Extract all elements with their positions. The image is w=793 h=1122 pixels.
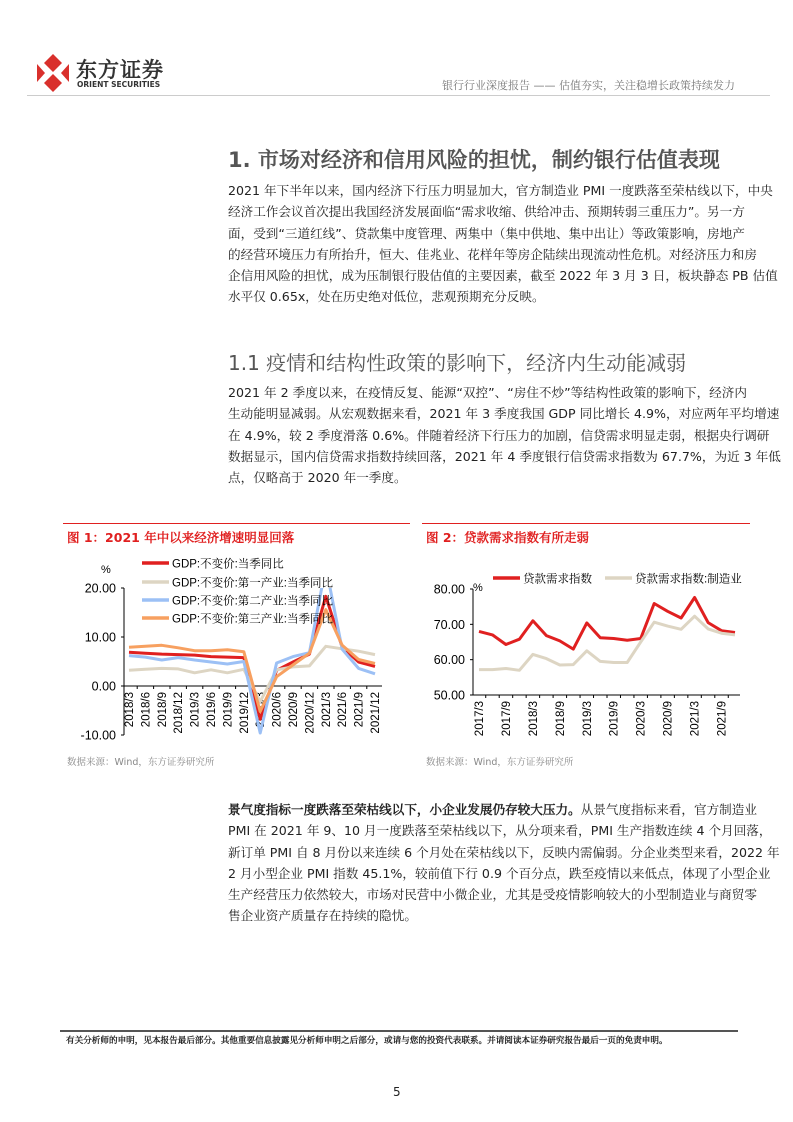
x-tick-label: 2018/6 <box>140 692 153 728</box>
y-tick-label: 60.00 <box>433 653 465 668</box>
y-tick-label: 50.00 <box>433 688 465 703</box>
legend-label: 贷款需求指数 <box>523 573 592 586</box>
text-line <box>228 799 757 820</box>
x-tick-label: 2021/3 <box>320 692 333 728</box>
x-tick-label: 2019/9 <box>608 701 621 737</box>
x-tick-label: 2018/12 <box>173 692 186 734</box>
x-tick-label: 2017/3 <box>474 701 486 737</box>
text-line: 经济工作会议首次提出我国经济发展面临“需求收缩、供给冲击、预期转弱三重压力”。另一方 <box>228 204 745 220</box>
text-line: 2021 年 2 季度以来，在疫情反复、能源“双控”、“房住不炒”等结构性政策的影响下，经济内 <box>228 385 747 400</box>
x-tick-label: 2021/9 <box>353 692 366 728</box>
x-tick-label: 2021/9 <box>716 701 729 737</box>
text-line: 2 月小型企业 PMI 指数 45.1%，较前值下行 0.9 个百分点，跌至疫情以来低点，体现了小型企业 <box>228 865 771 881</box>
text-line: 2021 年下半年以来，国内经济下行压力明显加大，官方制造业 PMI 一度跌落至荣枯线以下，中央 <box>228 183 773 198</box>
footer-disclaimer: 有关分析师的申明，见本报告最后部分。其他重要信息披露见分析师申明之后部分，或请与您的投资代表联系。并请阅读本证券研究报告最后一页的免责申明。 <box>66 1036 668 1046</box>
y-tick-label: 10.00 <box>84 630 116 645</box>
text-line: 面，受到“三道红线”、贷款集中度管理、两集中（集中供地、集中出让）等政策影响，房地产 <box>228 225 745 241</box>
y-tick-label: 80.00 <box>433 582 465 597</box>
x-tick-label: 2020/9 <box>662 701 675 737</box>
y-tick-label: 70.00 <box>433 617 465 632</box>
legend-label: GDP:不变价:第一产业:当季同比 <box>172 577 334 590</box>
series-line-0 <box>479 598 735 650</box>
x-tick-label: 2019/9 <box>222 692 235 728</box>
text-span: 从景气度指标来看，官方制造业 <box>580 802 757 817</box>
x-tick-label: 2017/9 <box>500 701 513 737</box>
figure-2-source: 数据来源：Wind，东方证券研究所 <box>426 757 574 768</box>
x-tick-label: 2019/12 <box>238 692 251 734</box>
figure-1-source: 数据来源：Wind，东方证券研究所 <box>67 757 215 768</box>
x-tick-label: 2020/12 <box>304 692 317 734</box>
section-heading-1-1: 1.1 疫情和结构性政策的影响下，经济内生动能减弱 <box>228 351 687 375</box>
report-title: 银行行业深度报告 —— 估值夯实，关注稳增长政策持续发力 <box>442 79 735 92</box>
x-tick-label: 2021/6 <box>337 692 350 728</box>
series-line-1 <box>479 616 735 670</box>
section-heading-1: 1. 市场对经济和信用风险的担忧，制约银行估值表现 <box>228 148 720 172</box>
footer-divider <box>60 1030 738 1032</box>
y-unit-label: % <box>473 582 483 594</box>
text-line: 售企业资产质量存在持续的隐忧。 <box>228 908 417 924</box>
x-tick-label: 2020/3 <box>255 692 268 728</box>
figure-1-title: 图 1：2021 年中以来经济增速明显回落 <box>67 530 295 545</box>
x-tick-label: 2019/3 <box>189 692 202 728</box>
text-line: 企信用风险的担忧，成为压制银行股估值的主要因素，截至 2022 年 3 月 3 日，板块静态 PB 估值 <box>228 268 778 284</box>
x-tick-label: 2019/3 <box>581 701 594 737</box>
x-tick-label: 2020/9 <box>288 692 300 728</box>
figure-2 <box>422 523 750 768</box>
page-number: 5 <box>393 1085 401 1099</box>
text-line: 数据显示，国内信贷需求指数持续回落，2021 年 4 季度银行信贷需求指数为 67.7%，为近 3 年低 <box>228 448 781 464</box>
text-line: 水平仅 0.65x，处在历史绝对低位，悲观预期充分反映。 <box>228 289 545 305</box>
x-tick-label: 2018/3 <box>124 692 136 728</box>
y-unit-label: % <box>101 564 111 576</box>
legend-label: GDP:不变价:第二产业:当季同比 <box>172 595 334 608</box>
x-tick-label: 2020/3 <box>635 701 648 737</box>
x-tick-label: 2021/12 <box>370 692 382 734</box>
y-tick-label: -10.00 <box>80 728 116 743</box>
bold-lead: 景气度指标一度跌落至荣枯线以下，小企业发展仍存较大压力。 <box>228 802 581 817</box>
y-tick-label: 0.00 <box>91 679 116 694</box>
x-tick-label: 2021/3 <box>689 701 702 737</box>
text-line: 的经营环境压力有所抬升，恒大、佳兆业、花样年等房企陆续出现流动性危机。对经济压力和房 <box>228 246 757 262</box>
logo-text-cn: 东方证券 <box>76 58 164 82</box>
figure-2-title: 图 2：贷款需求指数有所走弱 <box>426 530 590 545</box>
legend-label: GDP:不变价:第三产业:当季同比 <box>172 613 334 626</box>
text-line: 点，仅略高于 2020 年一季度。 <box>228 470 407 486</box>
text-line: 新订单 PMI 自 8 月份以来连续 6 个月处在荣枯线以下，反映内需偏弱。分企业类型来看，2022 年 <box>228 844 780 860</box>
legend-label: GDP:不变价:当季同比 <box>172 558 284 571</box>
legend-label: 贷款需求指数:制造业 <box>635 573 742 586</box>
x-tick-label: 2019/6 <box>206 692 218 728</box>
text-line: 生产经营压力依然较大，市场对民营中小微企业，尤其是受疫情影响较大的小型制造业与商贸零 <box>228 887 757 903</box>
section3-paragraph <box>228 799 780 927</box>
figure-2-chart <box>0 1 793 801</box>
x-tick-label: 2018/3 <box>527 701 540 737</box>
logo-text-en: ORIENT SECURITIES <box>77 80 161 89</box>
x-tick-label: 2020/6 <box>271 692 284 728</box>
x-tick-label: 2018/9 <box>554 701 567 737</box>
y-tick-label: 20.00 <box>84 581 116 596</box>
x-tick-label: 2018/9 <box>156 692 169 728</box>
text-line: PMI 在 2021 年 9、10 月一度跌落至荣枯线以下，从分项来看，PMI 生产指数连续 4 个月回落， <box>228 823 772 839</box>
text-line: 生动能明显减弱。从宏观数据来看，2021 年 3 季度我国 GDP 同比增长 4.9%，对应两年平均增速 <box>228 406 780 422</box>
text-line: 在 4.9%，较 2 季度滑落 0.6%。伴随着经济下行压力的加剧，信贷需求明显走弱，根据央行调研 <box>228 427 770 443</box>
